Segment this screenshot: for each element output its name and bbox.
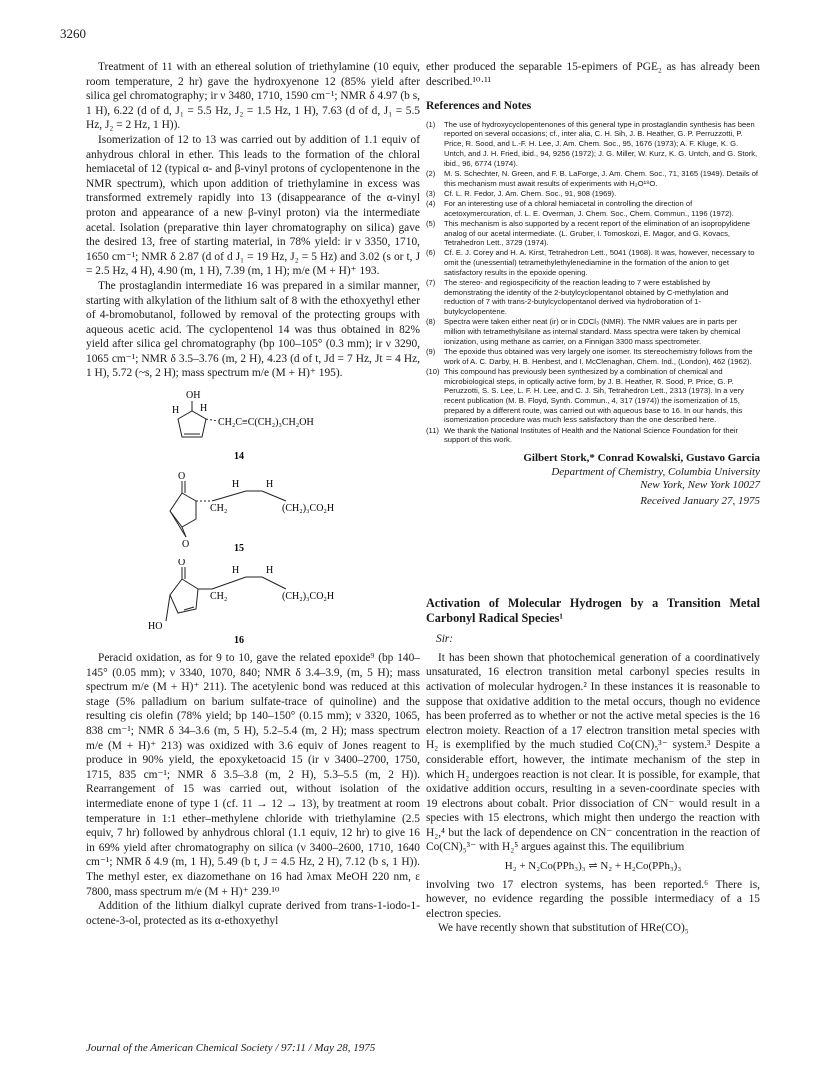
o-label: O (178, 559, 186, 569)
paragraph: Peracid oxidation, as for 9 to 10, gave the related epoxide⁹ (bp 140–145° (0.05 mm); ν 3340, 1070, 840; NMR δ 3.4–3.9, (m, 5 H); mass spectrum m/e (M + H)⁺ 211). The acetylenic bond was reduced at this stage (5% palladium on barium sulfate-trace of quinoline) and the resulting cis olefin (78% yield; bp 140–150° (0.15 mm); ν 3320, 1065, 838 cm⁻¹; NMR δ 34–3.6 (m, 5 H), 5.2–5.4 (m, 2 H); mass spectrum m/e (M + H)⁺ 213) was oxidized with 3.6 equiv of Jones reagent to produce in 90% yield, the epoxyketoacid 15 (ir ν 3400–2700, 1750, 1715, 835 cm⁻¹; NMR δ 3.5–3.8 (m, 2 H), 5.3–5.5 (m, 2 H)). Rearrangement of 15 was carried out, without isolation of the intermediate enone of type 1 (cf. 11 → 12 → 13), by treatment at room temperature in 1:1 ether–methylene chloride with triethylamine (2.5 equiv, 7 hr) followed by anhydrous chloral (1.1 equiv, 12 hr) to give 16 in 69% yield after chromatography on silica (ν 3400–2600, 1710, 1640 cm⁻¹; NMR δ 4.9 (m, 1 H), 5.49 (b t, J = 4.5 Hz, 2 H), 7.12 (b s, 1 H)). The methyl ester, ex diazomethane on 16 had λmax MeOH 220 nm, ε 7800, mass spectrum m/e (M + H)⁺ 239.¹⁰ (86, 652, 420, 898)
paragraph: ether produced the separable 15-epimers of PGE₂ as has already been described.¹⁰·¹¹ (426, 61, 760, 88)
structure-15-drawing (86, 471, 420, 553)
right-column (426, 60, 760, 936)
paragraph: We have recently shown that substitution of HRe(CO)₅ (438, 922, 689, 935)
paragraph: It has been shown that photochemical generation of a coordinatively unsaturated, 16 electron transition metal carbonyl species results in activation of molecular hydrogen.² In these instances it is reasonable to suppose that oxidative addition to the metal occurs, though no evidence has been proferred as to whether or not the active metal species is the 16 electron moiety. Reaction of a 17 electron transition metal species with H₂ is exemplified by the much studied Co(CN)₅³⁻ system.³ Despite a considerable effort, however, the intimate mechanism of the step in which H₂ undergoes reaction is not clear. It is possible, for example, that oxidative addition occurs, resulting in a seven-coordinate species with 19 electrons about cobalt. Prior dissociation of CN⁻ would result in a species with 15 electrons, which might then undergo the reaction with H₂,⁴ but the lack of dependence on CN⁻ concentration in the reaction of Co(CN)₅³⁻ with H₂⁵ argues against this. The equilibrium (426, 651, 760, 854)
paragraph: The prostaglandin intermediate 16 was prepared in a similar manner, starting with alkylation of the lithium salt of 8 with the ethoxyethyl ether of 4-bromobutanol, followed by removal of the protecting groups with aqueous acetic acid. The cyclopentenol 14 was thus obtained in 82% yield after silica gel chromatography (bp 100–105° (0.3 mm); ir ν 3290, 1065 cm⁻¹; NMR δ 3.5–3.76 (m, 2 H), 4.23 (d of t, Jd = 7 Hz, Jt = 4 Hz, 1 H), 5.72 (~s, 2 H); mass spectrum m/e (M + H)⁺ 195). (86, 279, 420, 380)
left-chain-label: CH₂ (210, 591, 228, 603)
reference-item: (9) The epoxide thus obtained was very largely one isomer. Its stereochemistry follows from the work of A. C. Darby, H. B. Henbest, and I. McClenaghan, Chem. Ind., (London), 462 (1962). (426, 346, 753, 366)
article-title: Activation of Molecular Hydrogen by a Transition Metal Carbonyl Radical Species¹ (426, 596, 760, 626)
salutation: Sir: (436, 633, 454, 646)
structure-14-drawing (86, 387, 420, 465)
reference-item: (1) The use of hydroxycyclopentenones of this general type in prostaglandin synthesis has been reported on several occasions; cf., inter alia, C. H. Sih, J. B. Heather, G. P. Perruzzotti, P. Price, R. Sood, and L.-F. H. Lee, J. Am. Chem. Soc., 95, 1676 (1973); A. F. Kluge, K. G. Untch, and J. H. Fried, ibid., 94, 9256 (1972); J. G. Miller, W. Kurz, K. G. Untch, and G. Stork, ibid., 96, 6774 (1974). (426, 119, 758, 168)
structure-14 (86, 387, 420, 465)
ho-label: HO (148, 621, 163, 633)
o-label: O (178, 471, 186, 483)
structure-16 (86, 559, 420, 645)
reference-item: (4) For an interesting use of a chloral hemiacetal in controlling the direction of acetoxymercuration, cf. L. E. Overman, J. Chem. Soc., Chem. Commun., 1196 (1972). (426, 198, 734, 218)
reference-item: (8) Spectra were taken either neat (ir) or in CDCl₃ (NMR). The NMR values are in parts per million with tetramethylsilane as internal standard. Mass spectra were taken by chemical ionization, using methane as carrier, on a Finnigan 3300 mass spectrometer. (426, 317, 741, 346)
oh-label: OH (186, 390, 201, 402)
h-label: H (172, 405, 180, 417)
left-column (86, 60, 420, 928)
reference-item: (10) This compound has previously been synthesized by a combination of chemical and microbiological steps, in optically active form, by J. B. Heather, R. Sood, P. Price, G. P. Peruzzotti, S. S. Lee, L. F. H. Lee, and C. J. Sih, Tetrahedron Lett., 2313 (1973). In a very recent publication (M. B. Floyd, Synth. Commun., 4, 317 (1974)) the isomerization of 15, prepared by a different route, was carried out with aqueous base to 16. In our hands, this isomerization procedure was much less satisfactory than the one described here. (426, 366, 744, 425)
compound-number: 16 (234, 635, 244, 646)
page-number: 3260 (60, 26, 86, 41)
reference-item: (3) Cf. L. R. Fedor, J. Am. Chem. Soc., 91, 908 (1969). (426, 188, 617, 198)
reference-item: (6) Cf. E. J. Corey and H. A. Kirst, Tetrahedron Lett., 5041 (1968). It was, however, necessary to omit the (unessential) tetramethylethylenediamine in the formation of the anion to get satisfactory results in the epoxide opening. (426, 248, 755, 277)
h-label: H (266, 565, 274, 577)
references-list (426, 120, 760, 445)
h-label: H (232, 479, 240, 491)
h-label: H (266, 479, 274, 491)
compound-number: 15 (234, 543, 244, 554)
o-bridge-label: O (182, 539, 190, 551)
paragraph: Treatment of 11 with an ethereal solution of triethylamine (10 equiv, room temperature, 2 hr) gave the hydroxyenone 12 (85% yield after silica gel chromatography; ir ν 3480, 1710, 1590 cm⁻¹; NMR δ 4.97 (b s, 1 H), 6.22 (d of d, J₁ = 5.5 Hz, J₂ = 1.5 Hz, 1 H), 7.63 (d of d, J₁ = 5.5 Hz, J₂ = 2 Hz, 1 H)). (86, 61, 420, 132)
reference-item: (11) We thank the National Institutes of Health and the National Science Foundation for their support of this work. (426, 425, 739, 445)
journal-footer: Journal of the American Chemical Society / 97:11 / May 28, 1975 (86, 1042, 376, 1054)
paragraph: Isomerization of 12 to 13 was carried out by addition of 1.1 equiv of anhydrous chloral in ether. This leads to the formation of the chloral hemiacetal of 12 (typical α- and β-vinyl protons of cyclopentenone in the NMR spectrum), which upon addition of triethylamine in excess was transformed extremely rapidly into 13 (disappearance of the α-vinyl proton and appearance of a new β-vinyl proton) via the intermediate acetal. Isolation (preparative thin layer chromatography on silica) gave the desired 13, free of starting material, in 78% yield: ir ν 3350, 1710, 1650 cm⁻¹; NMR δ 2.87 (d of d J₁ = 19 Hz, J₂ = 5 Hz) and 3.02 (s or t, J = 2.5 Hz, 4 H), 4.90 (m, 1 H), 7.39 (m, 1 H); m/e (M + H)⁺ 193. (86, 133, 420, 278)
h-label: H (200, 403, 208, 415)
affiliation-address: New York, New York 10027 (640, 479, 760, 492)
received-date: Received January 27, 1975 (640, 494, 760, 507)
references-heading: References and Notes (426, 100, 532, 113)
structure-15 (86, 471, 420, 553)
compound-number: 14 (234, 451, 244, 463)
right-chain-label: (CH₂)₃CO₂H (282, 503, 335, 515)
right-chain-label: (CH₂)₃CO₂H (282, 591, 335, 603)
paragraph: involving two 17 electron systems, has been reported.⁶ There is, however, no evidence regarding the possible intermediacy of a 15 electron species. (426, 878, 760, 920)
reference-item: (2) M. S. Schechter, N. Green, and F. B. LaForge, J. Am. Chem. Soc., 71, 3165 (1949). Details of this mechanism must await results of experiments with H₂O¹⁸O. (426, 168, 759, 188)
affiliation: Department of Chemistry, Columbia University (551, 465, 760, 478)
side-chain-label: CH₂C≡C(CH₂)₃CH₂OH (218, 417, 314, 429)
left-chain-label: CH₂ (210, 503, 228, 515)
equation: H₂ + N₂Co(PPh₃)₃ ⇌ N₂ + H₂Co(PPh₃)₃ (504, 860, 682, 873)
h-label: H (232, 565, 240, 577)
reference-item: (5) This mechanism is also supported by a recent report of the elimination of an isopropylidene analog of our acetal intermediate. (L. Gruber, I. Tomoskozi, E. Magor, and G. Kovacs, Tetrahedron Lett., 3729 (1974). (426, 218, 751, 248)
structure-16-drawing (86, 559, 420, 645)
paragraph: Addition of the lithium dialkyl cuprate derived from trans-1-iodo-1-octene-3-ol, protected as its α-ethoxyethyl (86, 900, 420, 927)
authors: Gilbert Stork,* Conrad Kowalski, Gustavo Garcia (523, 451, 760, 464)
reference-item: (7) The stereo- and regiospecificity of the reaction leading to 7 were established by demonstrating the identity of the 2-butylcyclopentanol obtained by C-methylation and reduction of 7 with trans-2-butylcyclopentanol derived via hydroboration of 1-butylcyclopentene. (426, 278, 729, 317)
